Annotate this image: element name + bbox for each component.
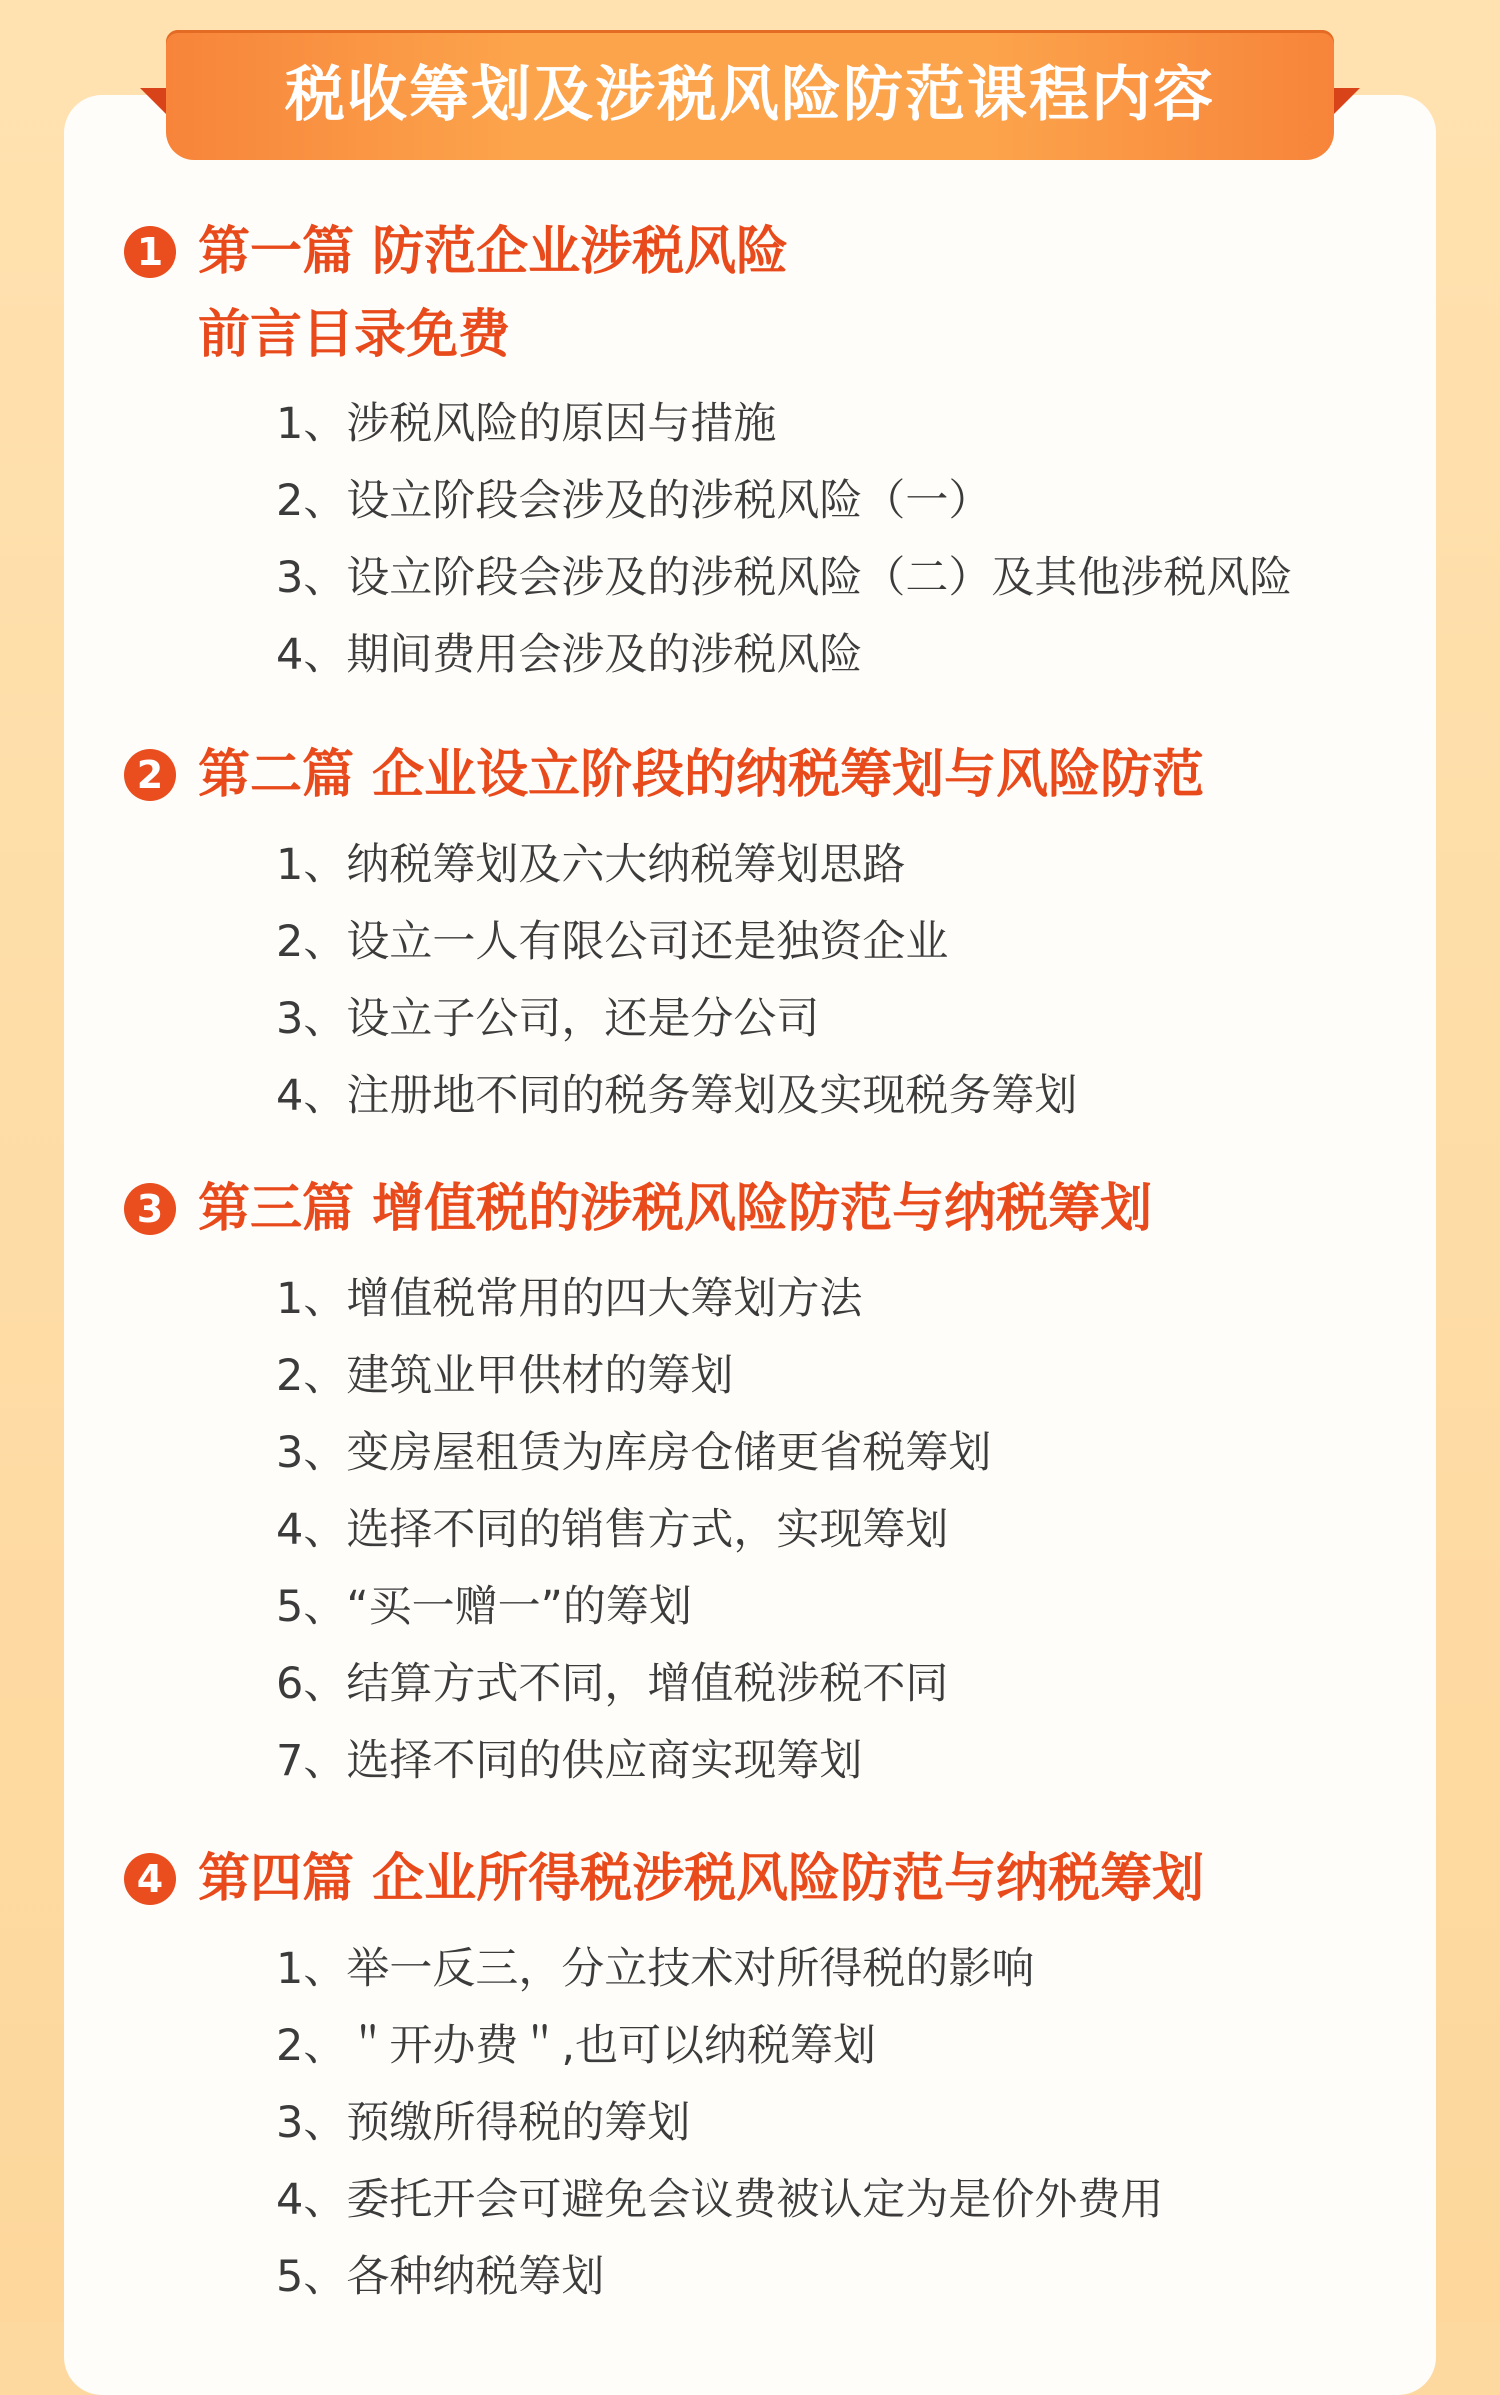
section-1-header — [124, 210, 1424, 290]
section-number-badge: 1 — [124, 226, 176, 278]
list-item: 6、结算方式不同，增值税涉税不同 — [276, 1659, 949, 1709]
section-2-header — [124, 733, 1424, 813]
list-item: 4、选择不同的销售方式，实现筹划 — [276, 1505, 949, 1555]
list-item: 1、举一反三，分立技术对所得税的影响 — [276, 1944, 1035, 1994]
list-item: 1、增值税常用的四大筹划方法 — [276, 1274, 863, 1324]
section-2 — [124, 733, 1424, 1135]
list-item: 2、设立阶段会涉及的涉税风险（一） — [276, 476, 992, 526]
page-title: 税收筹划及涉税风险防范课程内容 — [285, 60, 1215, 130]
list-item: 3、预缴所得税的筹划 — [276, 2098, 691, 2148]
list-item: 1、纳税筹划及六大纳税筹划思路 — [276, 840, 906, 890]
list-item: 4、期间费用会涉及的涉税风险 — [276, 630, 863, 680]
list-item: 3、设立子公司，还是分公司 — [276, 994, 820, 1044]
list-item: 2、＂开办费＂,也可以纳税筹划 — [276, 2021, 877, 2071]
list-item: 5、“买一赠一”的筹划 — [276, 1582, 692, 1632]
list-item: 1、涉税风险的原因与措施 — [276, 399, 777, 449]
section-1-items — [276, 386, 1424, 694]
list-item: 4、注册地不同的税务筹划及实现税务筹划 — [276, 1071, 1078, 1121]
list-item: 4、委托开会可避免会议费被认定为是价外费用 — [276, 2175, 1164, 2225]
section-title: 第二篇 企业设立阶段的纳税筹划与风险防范 — [198, 745, 1205, 805]
section-subtitle: 前言目录免费 — [198, 305, 511, 365]
list-item: 3、变房屋租赁为库房仓储更省税筹划 — [276, 1428, 992, 1478]
section-title: 第四篇 企业所得税涉税风险防范与纳税筹划 — [198, 1849, 1205, 1909]
list-item: 2、建筑业甲供材的筹划 — [276, 1351, 734, 1401]
list-item: 3、设立阶段会涉及的涉税风险（二）及其他涉税风险 — [276, 553, 1293, 603]
title-ribbon — [140, 30, 1360, 160]
ribbon-banner — [166, 30, 1334, 160]
section-4 — [124, 1837, 1424, 2316]
section-4-header — [124, 1837, 1424, 1917]
section-number-badge: 4 — [124, 1853, 176, 1905]
list-item: 7、选择不同的供应商实现筹划 — [276, 1736, 863, 1786]
section-number-badge: 3 — [124, 1183, 176, 1235]
section-4-items — [276, 1931, 1424, 2316]
section-title: 第三篇 增值税的涉税风险防范与纳税筹划 — [198, 1179, 1153, 1239]
section-title: 第一篇 防范企业涉税风险 — [198, 222, 789, 282]
section-number-badge: 2 — [124, 749, 176, 801]
section-1 — [124, 210, 1424, 694]
section-3-items — [276, 1261, 1424, 1800]
course-content-card — [64, 95, 1436, 2395]
list-item: 5、各种纳税筹划 — [276, 2252, 605, 2302]
section-2-items — [276, 827, 1424, 1135]
section-3-header — [124, 1167, 1424, 1247]
section-3 — [124, 1167, 1424, 1800]
list-item: 2、设立一人有限公司还是独资企业 — [276, 917, 949, 967]
